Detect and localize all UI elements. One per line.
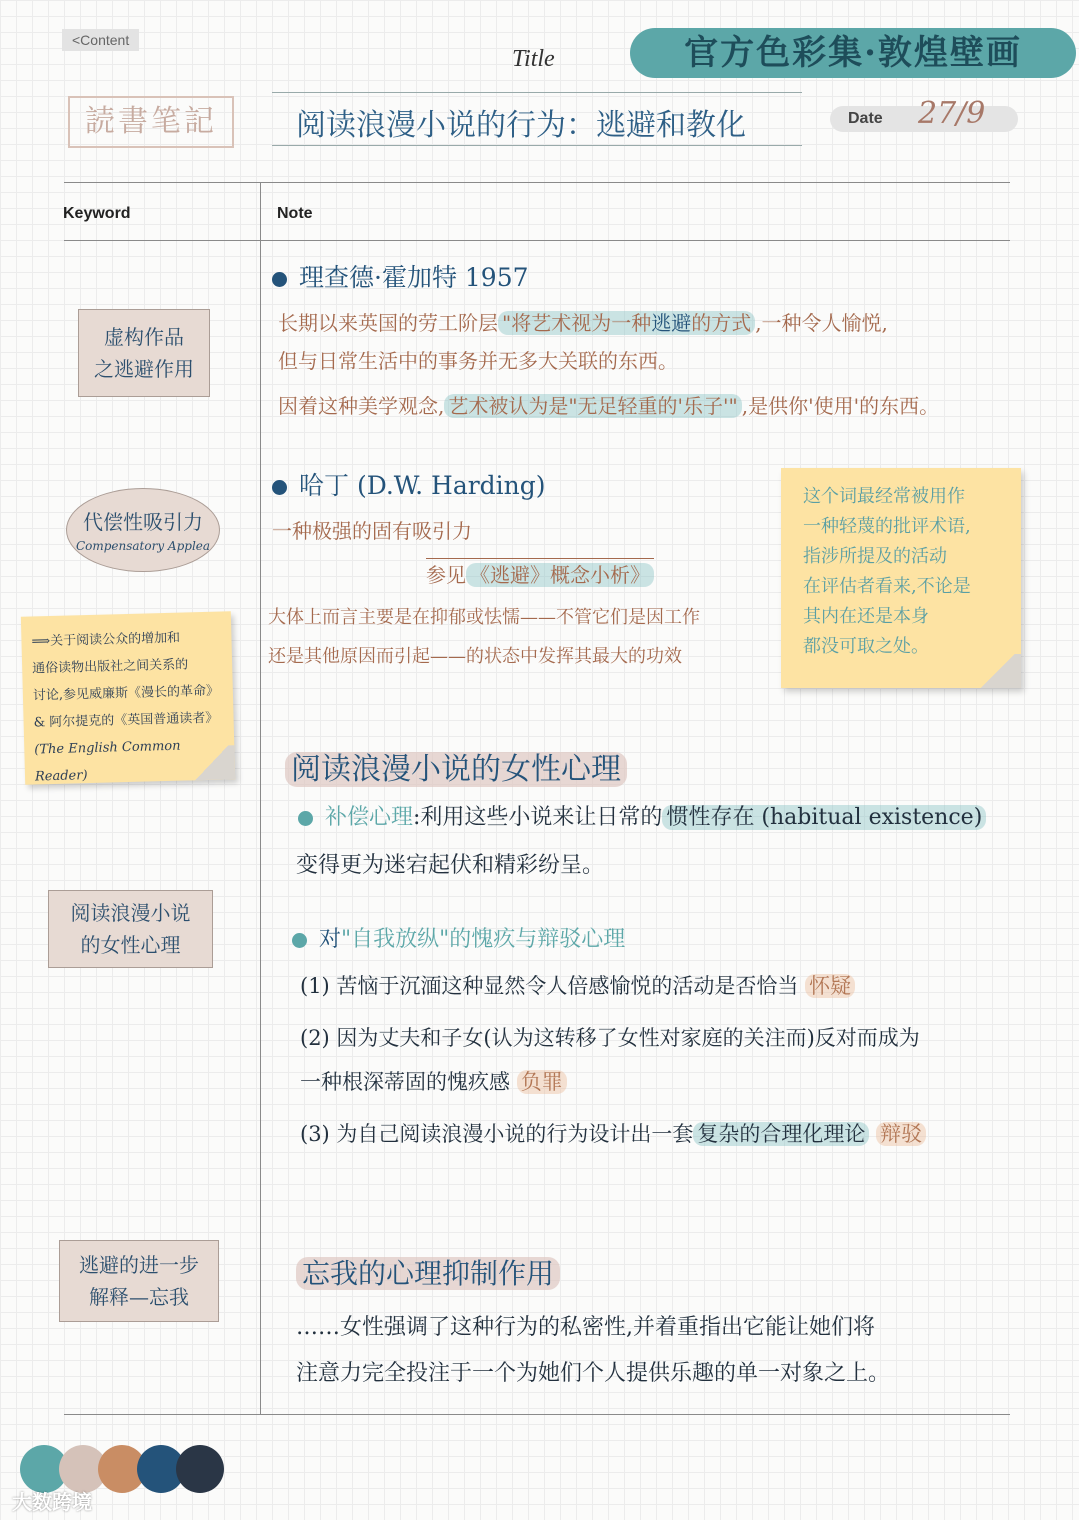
harding-line-1: 一种极强的固有吸引力 [272,519,472,543]
text-span: 逃避 [651,311,692,335]
self-forgetting-line-2: 注意力完全投注于一个为她们个人提供乐趣的单一对象之上。 [296,1361,891,1386]
sticky-line: 讨论,参见威廉斯《漫长的革命》 [32,683,220,704]
highlight: 惯性存在 (habitual existence) [662,805,986,830]
keyword-line: 的女性心理 [80,933,181,957]
text-span: "自我放纵" [341,927,450,952]
guilt-heading [292,922,625,953]
date-label: Date [848,110,883,127]
item-rebuttal [300,1118,926,1148]
text-span: 的方式 [691,311,752,335]
text-span: 的愧疚与辩驳心理 [449,927,626,952]
bullet-icon [298,811,313,826]
keyword-line: 逃避的进一步 [79,1253,199,1277]
keyword-fiction-escape [78,309,210,397]
keyword-self-forgetting [59,1240,219,1322]
hoggart-line-2: 但与日常生活中的事务并无多大关联的东西。 [278,349,678,373]
title-line-top [272,92,802,93]
keyword-line: 代偿性吸引力 [83,510,203,534]
heading-text: 忘我的心理抑制作用 [296,1257,560,1290]
bullet-icon [272,272,287,287]
keyword-line: 阅读浪漫小说 [70,901,191,925]
text-span: 因着这种美学观念, [278,394,445,418]
highlight: 《逃避》概念小析》 [466,563,654,587]
text-span: (1) 苦恼于沉湎这种显然令人倍感愉悦的活动是否恰当 [300,974,799,998]
harding-heading [272,466,546,502]
page-curl [188,745,235,780]
table-bottom-rule [64,1414,1010,1415]
sticky-line: 在评估者看来,不论是 [803,576,971,597]
harding-line-3: 大体上而言主要是在抑郁或怯懦——不管它们是因工作 [268,607,700,628]
text-span: ,一种令人愉悦, [755,311,888,335]
self-forgetting-line-1: ……女性强调了这种行为的私密性,并着重指出它能让她们将 [296,1315,875,1340]
tag-rebuttal: 辩驳 [876,1122,926,1146]
keyword-column-header: Keyword [63,205,131,222]
note-column-header: Note [277,205,313,222]
item-guilt-line-1: (2) 因为丈夫和子女(认为这转移了女性对家庭的关注而)反对而成为 [300,1026,920,1050]
page-title: 阅读浪漫小说的行为：逃避和教化 [296,108,746,143]
keyword-compensatory-appeal [66,488,220,572]
compensation-line-2: 变得更为迷宕起伏和精彩纷呈。 [296,853,605,878]
date-value: 27/9 [918,96,986,131]
compensation-line-1 [298,800,986,831]
watermark: 大数跨境 [12,1490,92,1514]
sticky-line: & 阿尔提克的《英国普通读者》 [33,710,219,731]
sticky-line: 通俗读物出版社之间关系的 [32,657,189,677]
self-forgetting-heading [296,1252,560,1292]
female-psychology-heading [285,744,627,788]
text-span: :利用这些小说来让日常的 [413,805,663,830]
keyword-line: 解释—忘我 [89,1285,189,1309]
text-span: 一种根深蒂固的愧疚感 [300,1070,510,1094]
title-line-bottom [272,145,802,146]
text-span: 补偿心理 [325,805,414,830]
sticky-line: ⟹关于阅读公众的增加和 [31,630,181,650]
text-span: 对 [319,927,342,952]
sticky-line: 一种轻蔑的批评术语, [803,516,971,537]
sticky-line: 都没可取之处。 [803,636,929,657]
palette-swatch [176,1445,224,1493]
item-doubt [300,970,855,1000]
hoggart-line-1 [278,307,888,336]
keyword-line: 之逃避作用 [94,357,194,381]
keyword-line: 虚构作品 [104,325,184,349]
heading-text: 阅读浪漫小说的女性心理 [285,752,627,787]
text-span: (3) 为自己阅读浪漫小说的行为设计出一套 [300,1122,694,1146]
tag-doubt: 怀疑 [805,974,855,998]
sticky-line: (The English Common Reader) [34,738,181,785]
hoggart-name: 理查德·霍加特 1957 [299,263,529,292]
keyword-english: Compensatory Applea [75,539,211,553]
text-span: 参见 [426,563,466,587]
tag-guilt: 负罪 [517,1070,567,1094]
keyword-female-psychology [48,890,213,968]
sticky-line: 其内在还是本身 [803,606,929,627]
sticky-line: 这个词最经常被用作 [803,486,965,507]
bullet-icon [292,933,307,948]
sticky-note-references [21,611,235,784]
hoggart-line-3 [278,390,939,419]
item-guilt-line-2 [300,1066,567,1096]
page-curl [975,654,1021,688]
content-tab[interactable]: <Content [62,29,139,51]
harding-name: 哈丁 (D.W. Harding) [299,471,546,500]
sticky-line: 指涉所提及的活动 [803,546,947,567]
text-span: ,是供你'使用'的东西。 [741,394,940,418]
column-divider [260,182,261,1414]
reading-notes-stamp: 読書笔記 [68,96,234,148]
sticky-note-definition [781,468,1021,688]
text-span: "将艺术视为一种 [502,311,652,335]
highlight: 艺术被认为是"无足轻重的'乐子'" [444,394,741,418]
harding-see-also [426,558,654,588]
highlight: 复杂的合理化理论 [693,1122,869,1146]
harding-line-4: 还是其他原因而引起——的状态中发挥其最大的功效 [268,646,682,667]
hoggart-heading [272,258,529,294]
title-label: Title [512,46,555,72]
text-span: 长期以来英国的劳工阶层 [278,311,498,335]
brand-banner: 官方色彩集·敦煌壁画 [630,28,1076,78]
highlight [498,311,755,335]
table-header-rule [64,240,1010,241]
bullet-icon [272,480,287,495]
table-top-rule [64,182,1010,183]
